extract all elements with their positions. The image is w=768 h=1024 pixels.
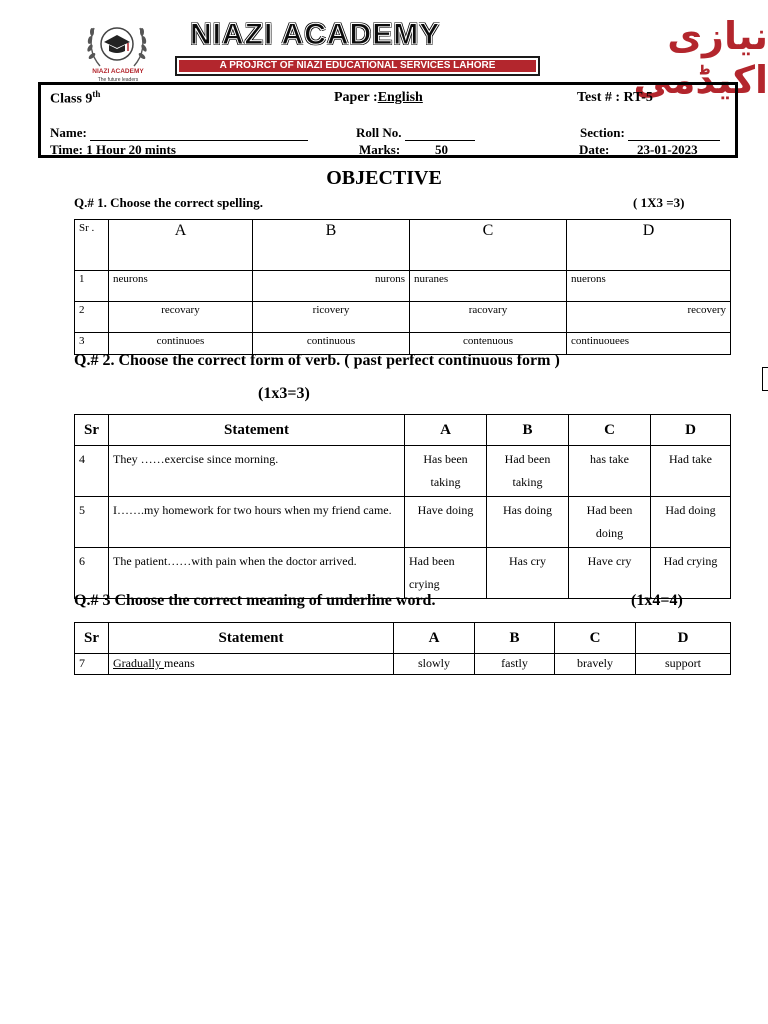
column-header: C	[410, 220, 567, 271]
option-d[interactable]: continuouees	[567, 333, 731, 355]
date-value: 23-01-2023	[637, 142, 698, 157]
q2-table	[74, 414, 731, 599]
option-d[interactable]: recovery	[567, 302, 731, 333]
column-header: B	[253, 220, 410, 271]
option-d[interactable]: nuerons	[567, 271, 731, 302]
option-c[interactable]: contenuous	[410, 333, 567, 355]
class-label: Class 9th	[50, 89, 101, 107]
column-header: C	[569, 415, 651, 446]
option-d[interactable]: Had doing	[651, 497, 731, 548]
table-row	[75, 302, 731, 333]
section-field[interactable]: Section:	[580, 125, 720, 141]
column-header: A	[405, 415, 487, 446]
option-b[interactable]: fastly	[475, 654, 555, 675]
column-header: Sr	[75, 415, 109, 446]
column-header: Statement	[109, 415, 405, 446]
marks-label: Marks:	[359, 142, 401, 157]
table-row	[75, 654, 731, 675]
option-c[interactable]: racovary	[410, 302, 567, 333]
marks-value: 50	[435, 142, 448, 157]
q3-heading: Q.# 3 Choose the correct meaning of underline word.	[74, 592, 436, 609]
page-edge-mark	[762, 367, 768, 391]
option-a[interactable]: Had been crying	[405, 548, 487, 599]
statement-cell: The patient……with pain when the doctor arrived.	[109, 548, 405, 599]
option-c[interactable]: Have cry	[569, 548, 651, 599]
column-header: D	[651, 415, 731, 446]
q1-heading: Q.# 1. Choose the correct spelling.	[74, 195, 263, 210]
sr-cell: 4	[75, 446, 109, 497]
roll-field[interactable]: Roll No.	[356, 125, 475, 141]
column-header: D	[636, 623, 731, 654]
urdu-title: نیازی اکیڈمی	[633, 14, 768, 102]
q1-marks: ( 1X3 =3)	[633, 195, 685, 210]
statement-rest: means	[163, 656, 195, 670]
option-d[interactable]: Had crying	[651, 548, 731, 599]
option-a[interactable]: Have doing	[405, 497, 487, 548]
logo-tagline: The future leaders	[97, 77, 139, 83]
test-number: Test # : RT-5	[577, 90, 653, 105]
table-header-row	[75, 220, 731, 271]
option-b[interactable]: ricovery	[253, 302, 410, 333]
name-field[interactable]: Name:	[50, 125, 308, 141]
option-b[interactable]: Had been taking	[487, 446, 569, 497]
column-header: Sr	[75, 623, 109, 654]
section-title: OBJECTIVE	[326, 167, 442, 189]
statement-cell: I…….my homework for two hours when my friend came.	[109, 497, 405, 548]
sr-cell: 3	[75, 333, 109, 355]
option-b[interactable]: continuous	[253, 333, 410, 355]
q3-table	[74, 622, 731, 675]
table-header-row	[75, 415, 731, 446]
option-c[interactable]: nuranes	[410, 271, 567, 302]
logo-name: NIAZI ACADEMY	[92, 68, 144, 75]
sr-cell: 1	[75, 271, 109, 302]
sr-cell: 7	[75, 654, 109, 675]
option-c[interactable]: Had been doing	[569, 497, 651, 548]
column-header: C	[555, 623, 636, 654]
option-c[interactable]: bravely	[555, 654, 636, 675]
date-label: Date:	[579, 142, 610, 157]
statement-cell: They ……exercise since morning.	[109, 446, 405, 497]
table-row	[75, 548, 731, 599]
paper-field: Paper :English	[334, 90, 423, 105]
column-header: Statement	[109, 623, 394, 654]
option-a[interactable]: Has been taking	[405, 446, 487, 497]
sr-cell: 2	[75, 302, 109, 333]
project-banner	[175, 56, 540, 76]
column-header: A	[394, 623, 475, 654]
option-a[interactable]: neurons	[109, 271, 253, 302]
table-row	[75, 271, 731, 302]
q1-table	[74, 219, 731, 355]
option-a[interactable]: slowly	[394, 654, 475, 675]
banner-text: A PROJRCT OF NIAZI EDUCATIONAL SERVICES LAHORE	[179, 60, 536, 72]
column-header: B	[487, 415, 569, 446]
column-header: A	[109, 220, 253, 271]
time-field: Time: 1 Hour 20 mints	[50, 142, 176, 157]
option-a[interactable]: recovary	[109, 302, 253, 333]
academy-name: NIAZI ACADEMY	[190, 18, 441, 51]
column-header: D	[567, 220, 731, 271]
column-header: Sr .	[75, 220, 109, 271]
sr-cell: 5	[75, 497, 109, 548]
column-header: B	[475, 623, 555, 654]
q3-marks: (1x4=4)	[631, 592, 683, 609]
option-d[interactable]: Had take	[651, 446, 731, 497]
q2-marks: (1x3=3)	[258, 385, 310, 402]
table-header-row	[75, 623, 731, 654]
underlined-word: Gradually	[113, 656, 164, 670]
option-c[interactable]: has take	[569, 446, 651, 497]
table-row	[75, 446, 731, 497]
sr-cell: 6	[75, 548, 109, 599]
statement-cell	[109, 654, 394, 675]
option-b[interactable]: Has cry	[487, 548, 569, 599]
option-a[interactable]: continuoes	[109, 333, 253, 355]
q2-heading: Q.# 2. Choose the correct form of verb. ( past perfect continuous form )	[74, 352, 560, 369]
option-b[interactable]: nurons	[253, 271, 410, 302]
table-row	[75, 497, 731, 548]
option-b[interactable]: Has doing	[487, 497, 569, 548]
option-d[interactable]: support	[636, 654, 731, 675]
